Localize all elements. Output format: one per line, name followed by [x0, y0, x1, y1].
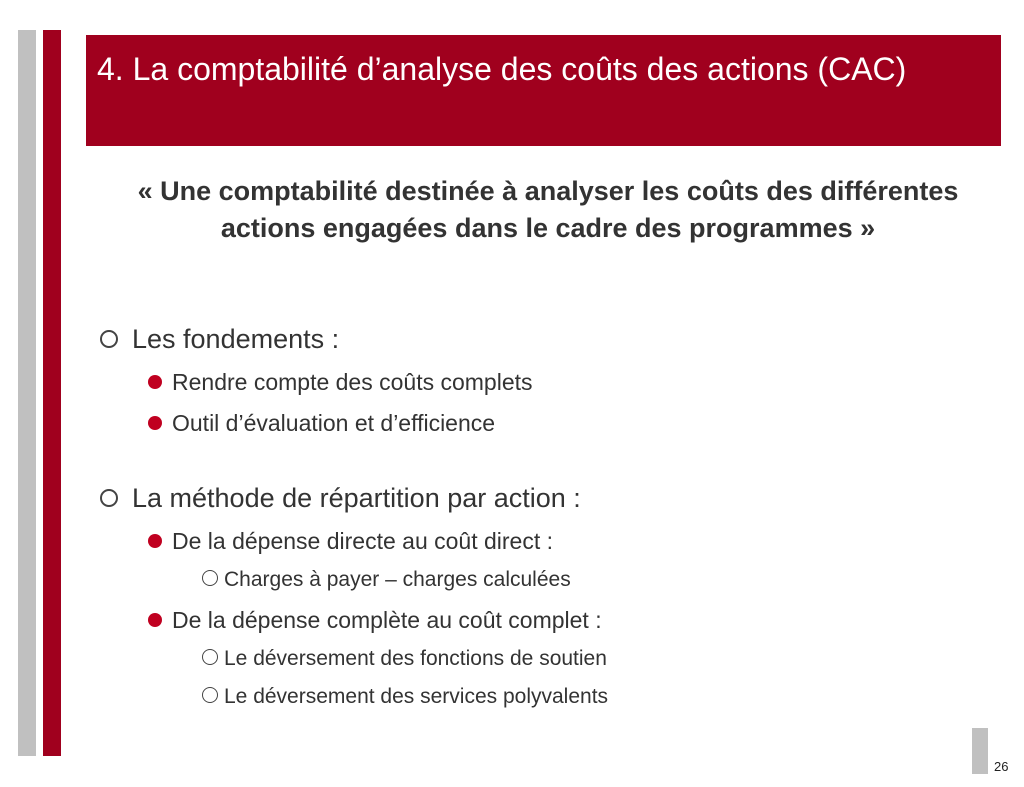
left-gray-bar: [18, 30, 36, 756]
sub-list-item: [202, 684, 608, 710]
hollow-circle-bullet-icon: [202, 649, 218, 665]
item-label: Outil d’évaluation et d’efficience: [172, 410, 496, 436]
title-band: [86, 35, 1001, 146]
list-item: [148, 409, 495, 437]
footer-gray-bar: [972, 728, 988, 774]
hollow-circle-bullet-icon: [202, 687, 218, 703]
subitem-label: Le déversement des services polyvalents: [224, 685, 609, 708]
left-red-bar: [43, 30, 61, 756]
red-dot-bullet-icon: [148, 375, 162, 389]
section-label: Les fondements :: [132, 324, 340, 354]
hollow-circle-bullet-icon: [202, 570, 218, 586]
sub-list-item: [202, 646, 607, 672]
section-methode: [100, 482, 581, 514]
sub-list-item: [202, 567, 571, 593]
subitem-label: Charges à payer – charges calculées: [224, 568, 571, 591]
list-item: [148, 527, 553, 555]
list-item: [148, 606, 602, 634]
hollow-circle-bullet-icon: [100, 489, 118, 507]
list-item: [148, 368, 533, 396]
item-label: De la dépense complète au coût complet :: [172, 607, 602, 633]
quote-definition: « Une comptabilité destinée à analyser les coûts des différentes actions engagées dans le cadre des programmes »: [137, 176, 959, 243]
red-dot-bullet-icon: [148, 534, 162, 548]
subitem-label: Le déversement des fonctions de soutien: [224, 647, 607, 670]
red-dot-bullet-icon: [148, 613, 162, 627]
hollow-circle-bullet-icon: [100, 330, 118, 348]
slide-title: 4. La comptabilité d’analyse des coûts des actions (CAC): [97, 51, 907, 87]
section-label: La méthode de répartition par action :: [132, 483, 581, 513]
item-label: Rendre compte des coûts complets: [172, 369, 533, 395]
item-label: De la dépense directe au coût direct :: [172, 528, 554, 554]
page-number: 26: [994, 759, 1009, 774]
red-dot-bullet-icon: [148, 416, 162, 430]
section-fondements: [100, 323, 339, 355]
